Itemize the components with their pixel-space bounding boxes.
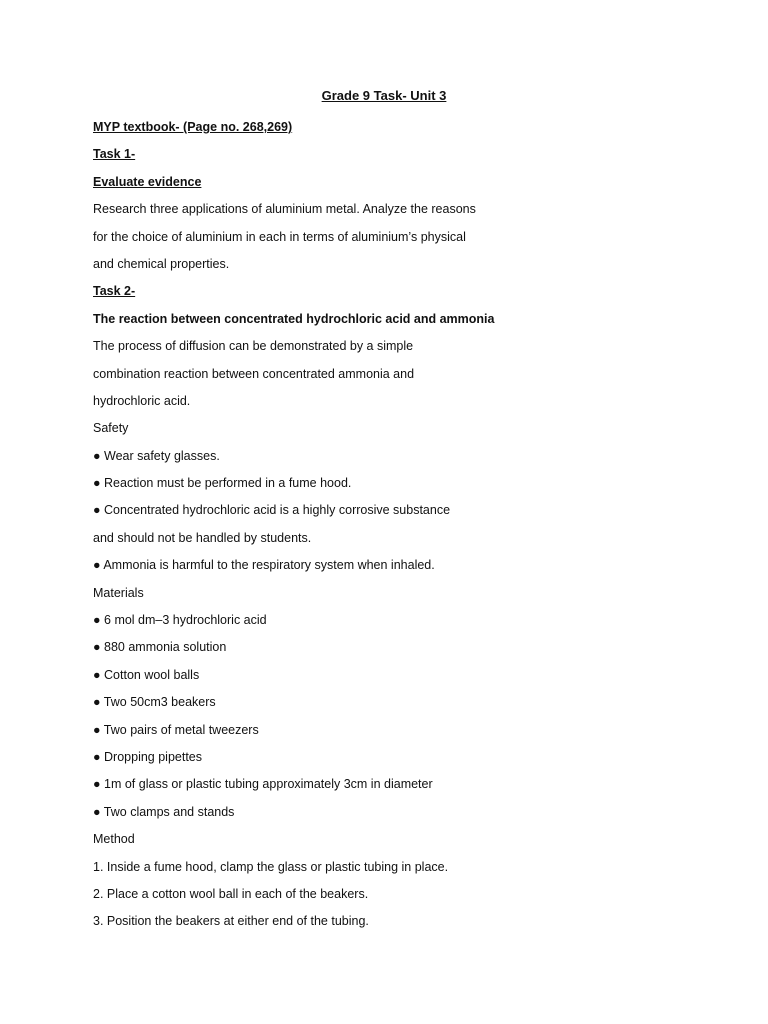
safety-heading: Safety	[93, 421, 129, 436]
task1-heading: Evaluate evidence	[93, 174, 202, 189]
task1-body-line: and chemical properties.	[93, 256, 230, 271]
safety-item: ● Ammonia is harmful to the respiratory system when inhaled.	[93, 558, 435, 573]
materials-item: ● 1m of glass or plastic tubing approximately 3cm in diameter	[93, 777, 433, 792]
task2-heading: The reaction between concentrated hydrochloric acid and ammonia	[93, 311, 495, 326]
document-body	[93, 114, 713, 936]
materials-item: ● Two pairs of metal tweezers	[93, 722, 259, 737]
materials-heading: Materials	[93, 585, 144, 600]
materials-item: ● 880 ammonia solution	[93, 640, 227, 655]
method-heading: Method	[93, 832, 135, 847]
method-step: 1. Inside a fume hood, clamp the glass or plastic tubing in place.	[93, 859, 449, 874]
materials-item: ● Two clamps and stands	[93, 804, 235, 819]
task2-intro-line: The process of diffusion can be demonstrated by a simple	[93, 339, 414, 354]
method-step: 2. Place a cotton wool ball in each of the beakers.	[93, 886, 369, 901]
materials-item: ● Cotton wool balls	[93, 667, 200, 682]
safety-item: ● Wear safety glasses.	[93, 448, 220, 463]
safety-item: ● Reaction must be performed in a fume hood.	[93, 476, 352, 491]
task1-body-line: for the choice of aluminium in each in terms of aluminium’s physical	[93, 229, 466, 244]
task2-label: Task 2-	[93, 284, 136, 299]
safety-item: ● Concentrated hydrochloric acid is a highly corrosive substance	[93, 503, 451, 518]
method-step: 3. Position the beakers at either end of the tubing.	[93, 914, 369, 929]
document-title: Grade 9 Task- Unit 3	[321, 88, 447, 103]
materials-item: ● Two 50cm3 beakers	[93, 695, 216, 710]
task2-intro-line: hydrochloric acid.	[93, 393, 191, 408]
textbook-reference: MYP textbook- (Page no. 268,269)	[93, 120, 293, 134]
task1-label: Task 1-	[93, 147, 136, 162]
safety-item: and should not be handled by students.	[93, 530, 312, 545]
task1-body-line: Research three applications of aluminium metal. Analyze the reasons	[93, 202, 476, 217]
materials-item: ● Dropping pipettes	[93, 749, 203, 764]
task2-intro-line: combination reaction between concentrated ammonia and	[93, 366, 415, 381]
materials-item: ● 6 mol dm–3 hydrochloric acid	[93, 613, 267, 628]
